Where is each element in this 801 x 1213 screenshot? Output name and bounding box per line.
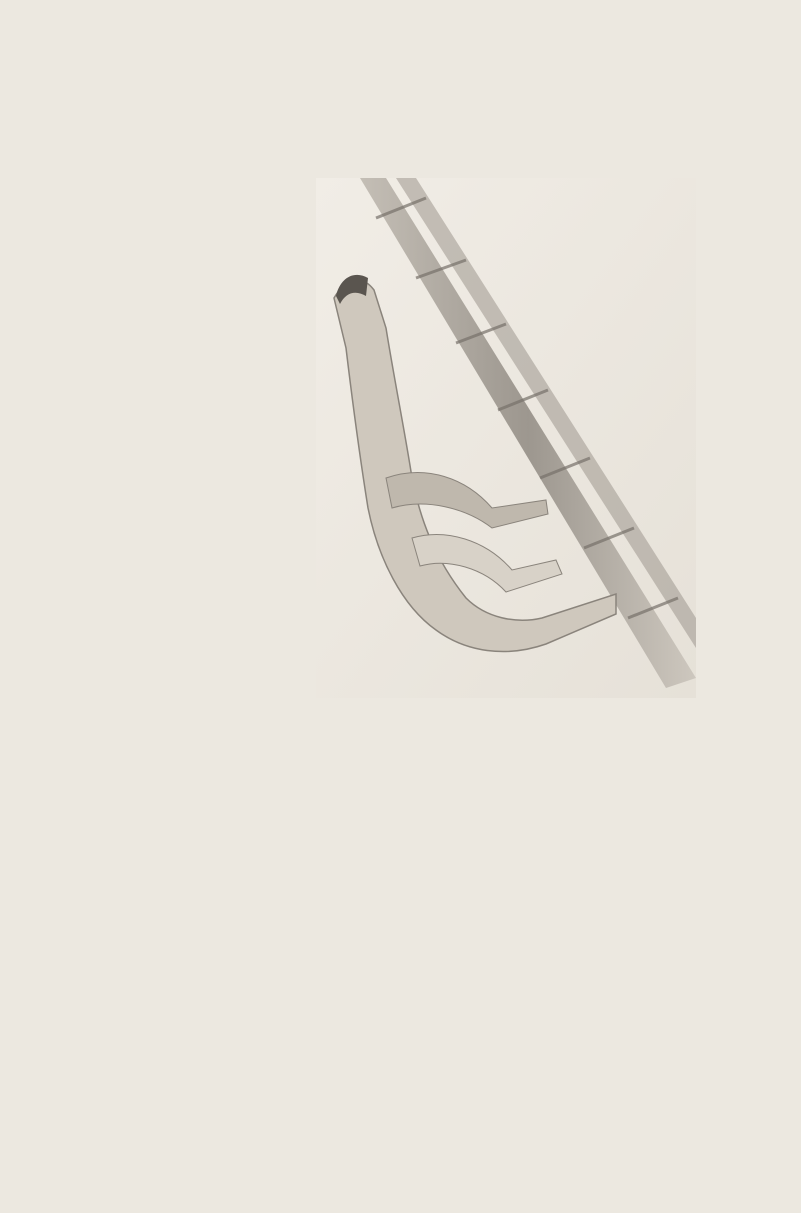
figure-photo	[316, 178, 696, 698]
running-head	[0, 68, 801, 108]
photo-illustration	[316, 178, 696, 698]
